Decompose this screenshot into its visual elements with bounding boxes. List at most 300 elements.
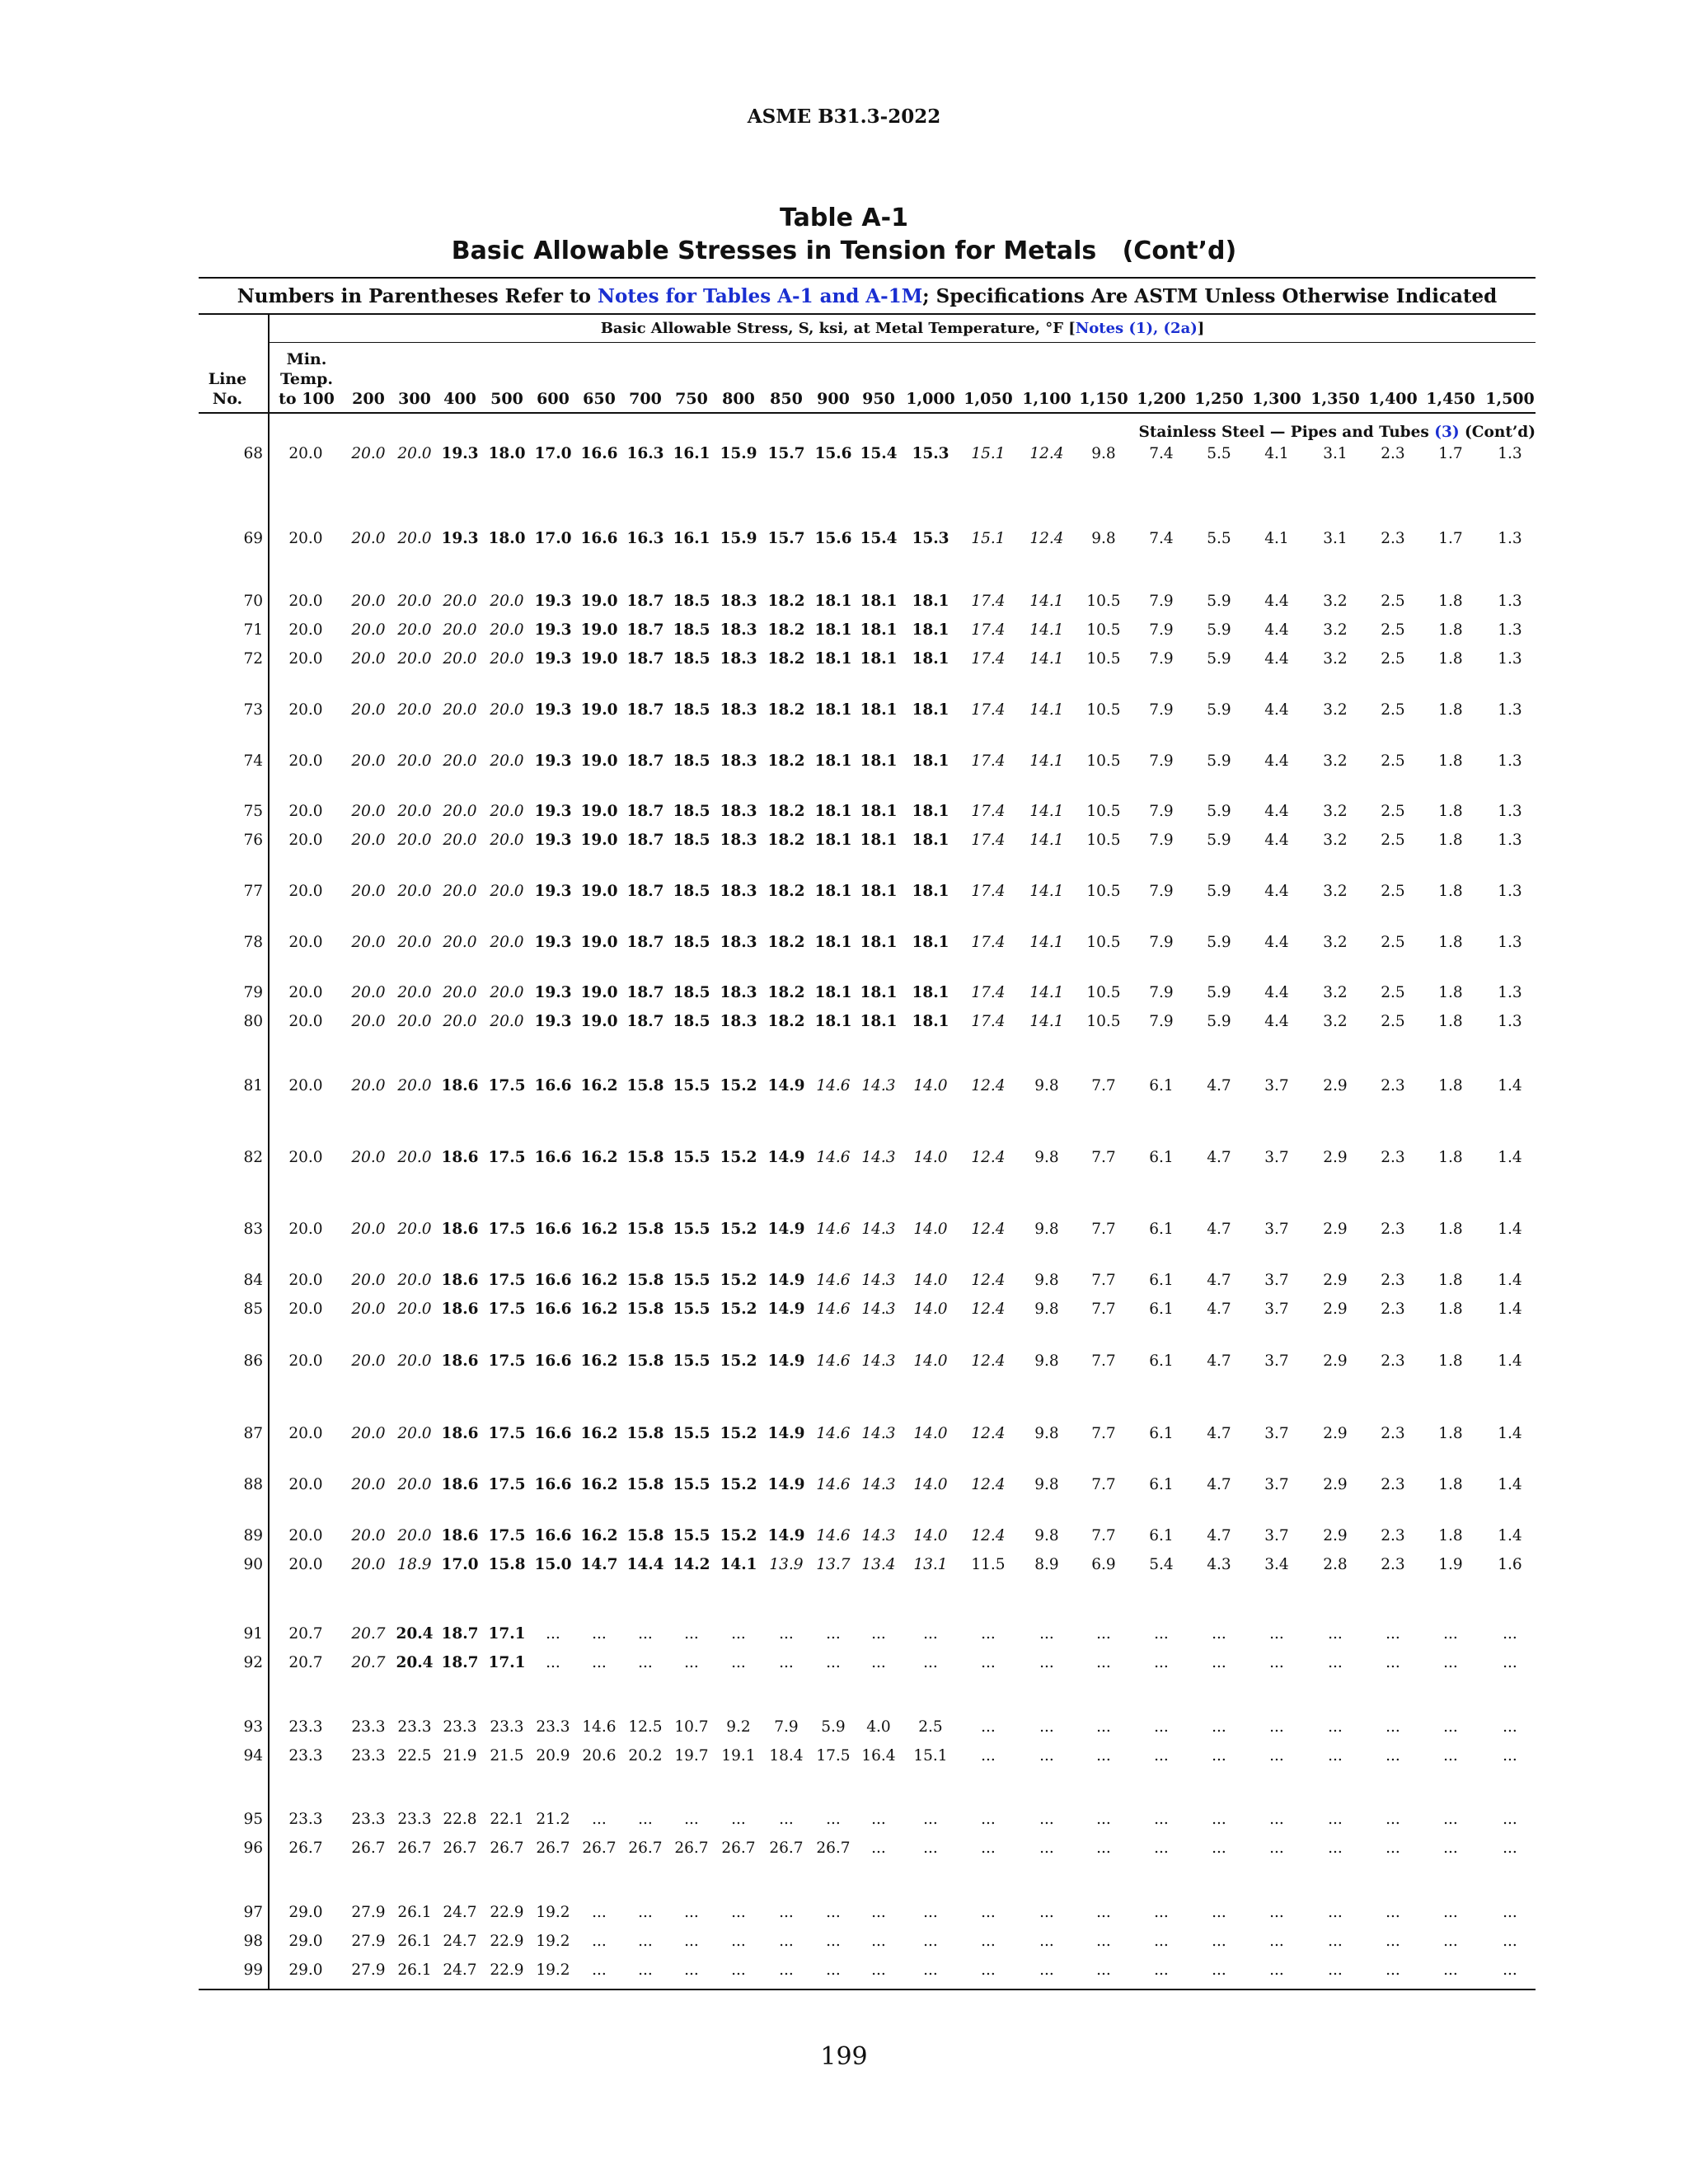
stress-value: 4.7 (1207, 1272, 1231, 1289)
stress-value: 17.5 (488, 1077, 526, 1094)
stress-value: ... (592, 1933, 607, 1950)
stress-value: 20.0 (490, 650, 524, 668)
stress-value: 10.5 (1086, 984, 1121, 1001)
line-number: 78 (243, 934, 263, 951)
stress-value: 23.3 (351, 1747, 386, 1765)
stress-value: 4.4 (1264, 621, 1289, 639)
table-row (199, 527, 1536, 551)
stress-value: 5.9 (1207, 1013, 1231, 1030)
stress-value: 7.9 (1149, 1013, 1174, 1030)
stress-value: 24.7 (443, 1933, 477, 1950)
stress-value: 2.3 (1381, 1556, 1405, 1573)
stress-value: 4.7 (1207, 1301, 1231, 1318)
line-number: 94 (243, 1747, 263, 1765)
stress-value: 15.8 (626, 1221, 664, 1238)
min-temp-value: 20.0 (288, 1272, 323, 1289)
stress-value: 3.2 (1323, 701, 1348, 719)
stress-value: 19.0 (580, 621, 618, 639)
stress-value: 15.5 (673, 1476, 710, 1493)
stress-value: ... (981, 1933, 996, 1950)
stress-value: 9.8 (1034, 1425, 1059, 1442)
stress-value: 16.6 (534, 1272, 572, 1289)
stress-value: 5.9 (1207, 621, 1231, 639)
stress-value: ... (871, 1961, 886, 1979)
stress-value: 4.4 (1264, 984, 1289, 1001)
stress-value: 14.9 (767, 1077, 805, 1094)
stress-value: 14.2 (673, 1556, 710, 1573)
col-header-to100: to 100 (279, 390, 335, 408)
line-number: 83 (243, 1221, 263, 1238)
section-label-suffix: (Cont’d) (1459, 424, 1536, 441)
stress-value: 4.7 (1207, 1077, 1231, 1094)
stress-value: 18.4 (769, 1747, 804, 1765)
basic-stress-close: ] (1197, 320, 1205, 337)
stress-value: 1.8 (1438, 1476, 1463, 1493)
basic-stress-line (270, 320, 1536, 337)
stress-value: 7.9 (1149, 883, 1174, 900)
stress-value: ... (1154, 1625, 1169, 1643)
stress-value: ... (1039, 1718, 1054, 1736)
stress-value: ... (1328, 1840, 1343, 1857)
stress-value: 2.5 (1381, 832, 1405, 849)
stress-value: ... (1503, 1811, 1517, 1828)
stress-value: ... (1443, 1933, 1458, 1950)
stress-value: 14.0 (913, 1221, 948, 1238)
stress-value: ... (923, 1840, 938, 1857)
stress-value: 3.1 (1323, 530, 1348, 547)
stress-value: 18.2 (767, 934, 805, 951)
stress-value: ... (1212, 1961, 1226, 1979)
stress-value: 16.2 (580, 1352, 618, 1370)
stress-value: 14.1 (1029, 752, 1064, 770)
line-number: 77 (243, 883, 263, 900)
min-temp-value: 20.0 (288, 1149, 323, 1166)
stress-value: 4.0 (866, 1718, 891, 1736)
basic-stress-text: Basic Allowable Stress, S, ksi, at Metal Temperature, °F [ (600, 320, 1076, 337)
stress-value: 8.9 (1034, 1556, 1059, 1573)
stress-value: 20.0 (490, 752, 524, 770)
stress-value: 3.4 (1264, 1556, 1289, 1573)
stress-value: 15.5 (673, 1527, 710, 1544)
stress-value: 7.9 (1149, 984, 1174, 1001)
stress-value: 20.0 (490, 984, 524, 1001)
col-header-min: Min. (286, 350, 327, 368)
min-temp-value: 20.0 (288, 593, 323, 610)
stress-value: 14.0 (913, 1527, 948, 1544)
stress-value: ... (684, 1811, 699, 1828)
stress-value: 4.1 (1264, 445, 1289, 462)
stress-value: ... (871, 1904, 886, 1921)
stress-value: ... (684, 1625, 699, 1643)
stress-value: 15.6 (814, 530, 852, 547)
stress-value: 18.1 (814, 934, 852, 951)
stress-value: 7.9 (1149, 934, 1174, 951)
stress-value: ... (1269, 1654, 1284, 1671)
stress-value: 15.5 (673, 1077, 710, 1094)
stress-value: 1.3 (1498, 883, 1522, 900)
stress-value: 20.0 (351, 701, 386, 719)
stress-value: 5.4 (1149, 1556, 1174, 1573)
stress-value: 20.0 (351, 593, 386, 610)
stress-value: 20.7 (351, 1654, 386, 1671)
stress-value: 4.7 (1207, 1425, 1231, 1442)
stress-value: 1.4 (1498, 1272, 1522, 1289)
stress-value: 1.4 (1498, 1077, 1522, 1094)
stress-value: 14.0 (913, 1301, 948, 1318)
stress-value: 7.7 (1091, 1272, 1116, 1289)
min-temp-value: 23.3 (288, 1747, 323, 1765)
col-header-temp-22: 1,500 (1485, 390, 1535, 408)
stress-value: 21.2 (536, 1811, 570, 1828)
stress-value: 5.9 (821, 1718, 846, 1736)
stress-value: 2.9 (1323, 1149, 1348, 1166)
table-row (199, 698, 1536, 723)
stress-value: 1.8 (1438, 1077, 1463, 1094)
min-temp-value: 29.0 (288, 1933, 323, 1950)
section-note-link[interactable]: (3) (1434, 424, 1460, 441)
col-header-temp-5: 650 (583, 390, 616, 408)
stress-value: ... (1269, 1747, 1284, 1765)
stress-value: 11.5 (971, 1556, 1006, 1573)
stress-value: 20.0 (397, 1221, 432, 1238)
stress-value: 12.4 (1029, 445, 1064, 462)
stress-value: 7.9 (1149, 650, 1174, 668)
stress-value: 20.0 (490, 934, 524, 951)
stress-value: 22.9 (490, 1933, 524, 1950)
stress-value: 18.6 (441, 1425, 479, 1442)
stress-value: 12.4 (971, 1352, 1006, 1370)
stress-value: 2.9 (1323, 1221, 1348, 1238)
stress-value: 15.5 (673, 1221, 710, 1238)
stress-value: ... (1386, 1747, 1400, 1765)
stress-value: ... (1443, 1747, 1458, 1765)
stress-value: ... (826, 1811, 841, 1828)
col-header-temp-19: 1,350 (1311, 390, 1360, 408)
stress-value: 3.2 (1323, 803, 1348, 820)
stress-value: 14.6 (816, 1527, 851, 1544)
stress-value: 16.6 (534, 1476, 572, 1493)
basic-rule (270, 342, 1536, 343)
stress-value: 20.0 (397, 832, 432, 849)
stress-value: 18.1 (814, 832, 852, 849)
stress-value: 2.9 (1323, 1077, 1348, 1094)
stress-value: 15.8 (626, 1077, 664, 1094)
min-temp-value: 20.0 (288, 752, 323, 770)
line-number: 72 (243, 650, 263, 668)
stress-value: 15.2 (720, 1077, 757, 1094)
stress-value: 20.0 (351, 1527, 386, 1544)
stress-value: 15.2 (720, 1149, 757, 1166)
stress-value: ... (1154, 1654, 1169, 1671)
stress-value: 18.1 (912, 621, 950, 639)
stress-value: 14.0 (913, 1425, 948, 1442)
stress-value: 19.3 (441, 445, 479, 462)
col-header-temp-17: 1,250 (1194, 390, 1244, 408)
line-number: 81 (243, 1077, 263, 1094)
line-number: 82 (243, 1149, 263, 1166)
stress-value: ... (871, 1933, 886, 1950)
stress-value: ... (923, 1961, 938, 1979)
stress-value: 2.5 (1381, 1013, 1405, 1030)
stress-value: 1.8 (1438, 1301, 1463, 1318)
min-temp-value: 29.0 (288, 1961, 323, 1979)
min-temp-value: 20.7 (288, 1654, 323, 1671)
stress-value: 20.0 (397, 883, 432, 900)
stress-value: 20.0 (397, 593, 432, 610)
stress-value: 7.7 (1091, 1221, 1116, 1238)
stress-value: 16.4 (861, 1747, 896, 1765)
stress-value: 6.1 (1149, 1476, 1174, 1493)
stress-value: 20.0 (490, 701, 524, 719)
stress-value: ... (1443, 1811, 1458, 1828)
stress-value: 18.5 (673, 832, 710, 849)
line-number: 76 (243, 832, 263, 849)
stress-value: ... (1212, 1718, 1226, 1736)
stress-value: 26.1 (397, 1904, 432, 1921)
stress-value: 20.0 (351, 883, 386, 900)
stress-value: 20.0 (397, 1425, 432, 1442)
stress-value: 1.8 (1438, 1013, 1463, 1030)
stress-value: 18.7 (626, 1013, 664, 1030)
stress-value: ... (1328, 1654, 1343, 1671)
stress-value: 2.3 (1381, 1077, 1405, 1094)
stress-value: 17.0 (534, 530, 572, 547)
min-temp-value: 20.0 (288, 1352, 323, 1370)
stress-value: 2.3 (1381, 1272, 1405, 1289)
stress-value: ... (731, 1625, 746, 1643)
table-row (199, 618, 1536, 643)
bottom-rule (199, 1989, 1536, 1990)
stress-value: 16.2 (580, 1301, 618, 1318)
stress-value: 9.8 (1034, 1352, 1059, 1370)
stress-value: 14.4 (626, 1556, 664, 1573)
stress-value: ... (1096, 1625, 1111, 1643)
stress-value: 19.3 (534, 593, 572, 610)
stress-value: 18.7 (626, 984, 664, 1001)
stress-value: 2.5 (1381, 593, 1405, 610)
stress-value: 23.3 (351, 1811, 386, 1828)
stress-value: 2.3 (1381, 530, 1405, 547)
min-temp-value: 29.0 (288, 1904, 323, 1921)
stress-value: 12.4 (971, 1149, 1006, 1166)
stress-value: 1.4 (1498, 1301, 1522, 1318)
stress-value: 7.7 (1091, 1301, 1116, 1318)
stress-value: 20.0 (397, 701, 432, 719)
stress-value: 14.6 (816, 1476, 851, 1493)
stress-value: 17.4 (971, 934, 1006, 951)
stress-value: 26.7 (490, 1840, 524, 1857)
stress-value: 4.7 (1207, 1476, 1231, 1493)
stress-value: 2.5 (1381, 621, 1405, 639)
stress-value: ... (1386, 1840, 1400, 1857)
col-header-temp-1: 300 (398, 390, 431, 408)
stress-value: 15.8 (626, 1352, 664, 1370)
table-row (199, 1807, 1536, 1832)
stress-value: 20.0 (397, 1476, 432, 1493)
col-header-temp-4: 600 (537, 390, 570, 408)
stress-value: 16.2 (580, 1476, 618, 1493)
stress-value: ... (1154, 1747, 1169, 1765)
stress-value: 20.0 (351, 752, 386, 770)
stress-value: 18.5 (673, 621, 710, 639)
line-number: 71 (243, 621, 263, 639)
stress-value: ... (871, 1840, 886, 1857)
stress-value: ... (1328, 1625, 1343, 1643)
basic-notes-link[interactable]: Notes (1), (2a) (1075, 320, 1198, 337)
stress-value: ... (1039, 1840, 1054, 1857)
stress-value: 16.6 (534, 1077, 572, 1094)
stress-value: 4.3 (1207, 1556, 1231, 1573)
col-header-temp-13: 1,050 (964, 390, 1013, 408)
stress-value: 20.0 (397, 445, 432, 462)
stress-value: 5.9 (1207, 803, 1231, 820)
stress-value: 18.7 (626, 752, 664, 770)
stress-value: 17.1 (488, 1654, 526, 1671)
stress-value: ... (592, 1904, 607, 1921)
stress-value: 19.0 (580, 701, 618, 719)
stress-value: 18.3 (720, 1013, 757, 1030)
stress-value: 20.0 (490, 621, 524, 639)
stress-value: 21.5 (490, 1747, 524, 1765)
stress-value: 20.0 (351, 1272, 386, 1289)
stress-value: 22.1 (490, 1811, 524, 1828)
stress-value: 15.5 (673, 1301, 710, 1318)
stress-value: ... (638, 1904, 653, 1921)
stress-value: 1.4 (1498, 1221, 1522, 1238)
stress-value: 6.1 (1149, 1527, 1174, 1544)
stress-value: 19.3 (534, 803, 572, 820)
stress-value: 15.2 (720, 1221, 757, 1238)
stress-value: 17.5 (488, 1425, 526, 1442)
stress-value: 1.3 (1498, 934, 1522, 951)
stress-value: 16.1 (673, 445, 710, 462)
stress-value: 18.3 (720, 984, 757, 1001)
stress-value: 16.6 (534, 1425, 572, 1442)
stress-value: 2.5 (1381, 934, 1405, 951)
stress-value: 20.0 (397, 1527, 432, 1544)
line-number: 93 (243, 1718, 263, 1736)
stress-value: 20.0 (443, 1013, 477, 1030)
stress-value: 17.4 (971, 752, 1006, 770)
stress-value: ... (1039, 1625, 1054, 1643)
stress-value: 19.7 (674, 1747, 709, 1765)
stress-value: 4.4 (1264, 593, 1289, 610)
stress-value: ... (684, 1933, 699, 1950)
stress-value: 1.8 (1438, 1149, 1463, 1166)
stress-value: ... (1154, 1811, 1169, 1828)
stress-value: ... (1503, 1654, 1517, 1671)
stress-value: 15.2 (720, 1272, 757, 1289)
stress-value: 18.7 (626, 701, 664, 719)
stress-value: 18.1 (860, 803, 898, 820)
stress-value: 18.5 (673, 984, 710, 1001)
min-temp-value: 20.0 (288, 1077, 323, 1094)
stress-value: 3.2 (1323, 650, 1348, 668)
stress-value: 20.0 (351, 1221, 386, 1238)
line-number: 90 (243, 1556, 263, 1573)
stress-value: ... (731, 1811, 746, 1828)
stress-value: 3.7 (1264, 1272, 1289, 1289)
stress-value: ... (638, 1933, 653, 1950)
stress-value: 12.4 (971, 1272, 1006, 1289)
stress-value: 10.5 (1086, 650, 1121, 668)
stress-value: ... (1212, 1933, 1226, 1950)
stress-value: 9.8 (1034, 1301, 1059, 1318)
stress-value: 9.8 (1034, 1221, 1059, 1238)
stress-value: 14.3 (861, 1077, 896, 1094)
stress-value: 17.4 (971, 593, 1006, 610)
stress-value: 3.7 (1264, 1221, 1289, 1238)
stress-value: 14.1 (1029, 1013, 1064, 1030)
stress-value: 18.6 (441, 1527, 479, 1544)
line-number: 97 (243, 1904, 263, 1921)
stress-value: ... (981, 1718, 996, 1736)
stress-value: 9.8 (1091, 530, 1116, 547)
table-row (199, 647, 1536, 672)
table-row (199, 1422, 1536, 1446)
stress-value: 18.5 (673, 701, 710, 719)
stress-value: 2.5 (1381, 701, 1405, 719)
stress-value: 18.1 (814, 752, 852, 770)
stress-value: ... (1212, 1904, 1226, 1921)
stress-value: ... (1096, 1961, 1111, 1979)
stress-value: 18.7 (626, 650, 664, 668)
line-number: 73 (243, 701, 263, 719)
stress-value: 1.4 (1498, 1425, 1522, 1442)
stress-value: 2.5 (1381, 883, 1405, 900)
stress-value: 20.0 (397, 1352, 432, 1370)
stress-value: 20.0 (443, 934, 477, 951)
stress-value: 23.3 (397, 1718, 432, 1736)
stress-value: ... (1039, 1747, 1054, 1765)
min-temp-value: 20.7 (288, 1625, 323, 1643)
stress-value: 20.0 (443, 984, 477, 1001)
stress-value: ... (1269, 1904, 1284, 1921)
stress-value: 26.1 (397, 1933, 432, 1950)
col-header-line-no (199, 369, 256, 409)
stress-value: ... (1503, 1747, 1517, 1765)
stress-value: 18.1 (814, 883, 852, 900)
stress-value: ... (871, 1654, 886, 1671)
stress-value: ... (871, 1811, 886, 1828)
stress-value: ... (638, 1961, 653, 1979)
stress-value: 2.3 (1381, 1221, 1405, 1238)
stress-value: ... (1386, 1933, 1400, 1950)
stress-value: 20.0 (351, 1476, 386, 1493)
stress-value: ... (731, 1961, 746, 1979)
stress-value: 7.9 (1149, 701, 1174, 719)
stress-value: 3.7 (1264, 1425, 1289, 1442)
stress-value: ... (1443, 1625, 1458, 1643)
stress-value: 18.1 (814, 984, 852, 1001)
stress-value: 1.3 (1498, 530, 1522, 547)
line-number: 99 (243, 1961, 263, 1979)
stress-value: 23.3 (397, 1811, 432, 1828)
stress-value: 2.3 (1381, 1425, 1405, 1442)
stress-value: 14.9 (767, 1476, 805, 1493)
stress-value: 2.3 (1381, 1527, 1405, 1544)
stress-value: 19.3 (534, 934, 572, 951)
min-temp-value: 20.0 (288, 1013, 323, 1030)
notes-link[interactable]: Notes for Tables A-1 and A-1M (598, 285, 923, 307)
stress-value: 17.5 (816, 1747, 851, 1765)
stress-value: 18.1 (912, 701, 950, 719)
stress-value: 20.0 (397, 1149, 432, 1166)
stress-value: 20.0 (443, 832, 477, 849)
stress-value: 3.7 (1264, 1527, 1289, 1544)
stress-value: 16.2 (580, 1527, 618, 1544)
stress-value: 14.7 (580, 1556, 618, 1573)
